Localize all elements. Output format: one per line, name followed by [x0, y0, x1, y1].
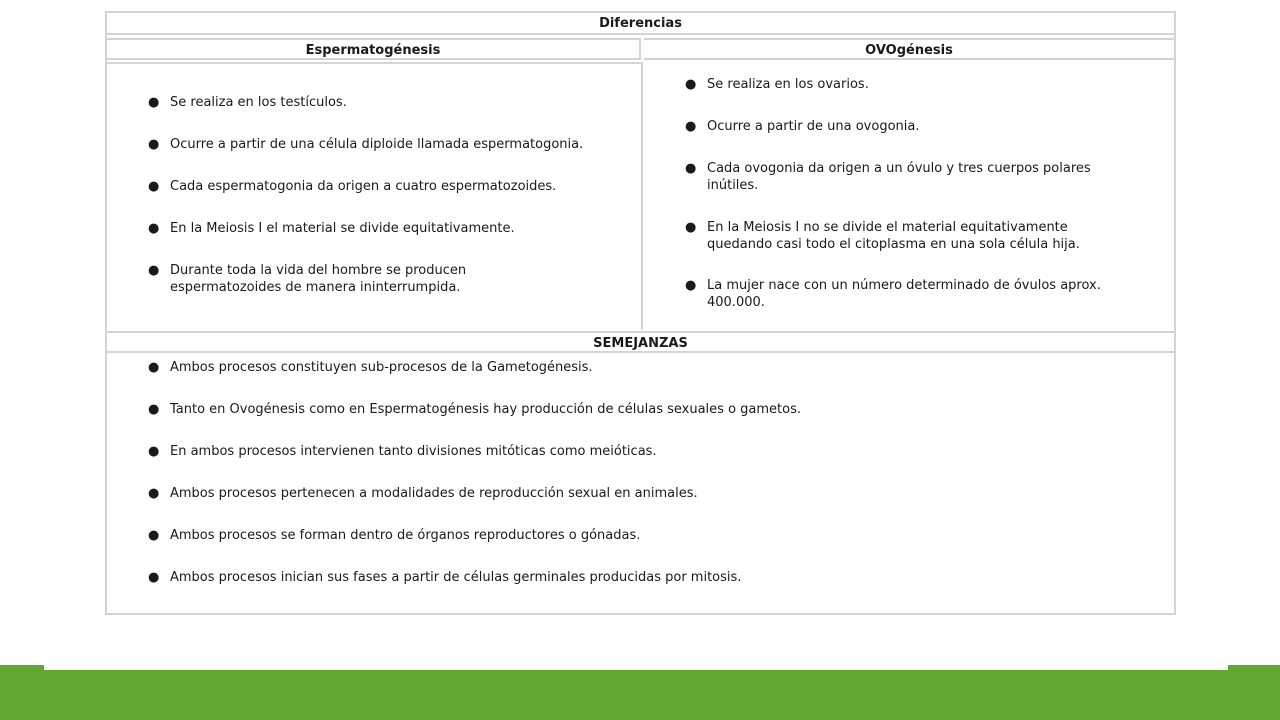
list-item: ● En la Meiosis I el material se divide equitativamente. — [148, 221, 515, 236]
list-item: ● Durante toda la vida del hombre se producen espermatozoides de manera ininterrumpida. — [148, 263, 467, 295]
column-header-espermatogenesis: Espermatogénesis — [107, 38, 641, 60]
list-item: ● Se realiza en los testículos. — [148, 95, 347, 110]
bullet-icon: ● — [685, 278, 697, 293]
bullet-icon: ● — [148, 179, 160, 194]
list-item: ● Ambos procesos pertenecen a modalidades de reproducción sexual en animales. — [148, 486, 698, 501]
bullet-icon: ● — [685, 77, 697, 92]
ovogenesis-cell — [644, 62, 1174, 330]
footer-bar — [0, 670, 1280, 720]
bullet-icon: ● — [685, 161, 697, 176]
list-item: ● En ambos procesos intervienen tanto divisiones mitóticas como meióticas. — [148, 444, 657, 459]
list-item: ● Ambos procesos inician sus fases a partir de células germinales producidas por mitosis. — [148, 570, 742, 585]
list-item: ● Ocurre a partir de una célula diploide llamada espermatogonia. — [148, 137, 584, 152]
comparison-table — [105, 11, 1176, 615]
table-title: Diferencias — [107, 13, 1174, 35]
bullet-icon: ● — [148, 95, 160, 110]
espermatogenesis-cell — [107, 62, 643, 330]
list-item: ● Tanto en Ovogénesis como en Espermatogénesis hay producción de células sexuales o gametos. — [148, 402, 801, 417]
list-item: ● Ocurre a partir de una ovogonia. — [685, 119, 920, 134]
bullet-icon: ● — [148, 444, 160, 459]
bullet-icon: ● — [148, 221, 160, 236]
list-item: ● Se realiza en los ovarios. — [685, 77, 869, 92]
list-item: ● Ambos procesos constituyen sub-procesos de la Gametogénesis. — [148, 360, 593, 375]
list-item: ● Cada espermatogonia da origen a cuatro espermatozoides. — [148, 179, 557, 194]
list-item: ● En la Meiosis I no se divide el material equitativamente quedando casi todo el citoplasma en una sola célula hija. — [685, 220, 1080, 252]
bullet-icon: ● — [148, 402, 160, 417]
bullet-icon: ● — [148, 137, 160, 152]
bullet-icon: ● — [685, 119, 697, 134]
bullet-icon: ● — [148, 360, 160, 375]
list-item: ● Ambos procesos se forman dentro de órganos reproductores o gónadas. — [148, 528, 641, 543]
similarities-header: SEMEJANZAS — [107, 331, 1174, 353]
similarities-cell — [107, 355, 1174, 613]
bullet-icon: ● — [148, 570, 160, 585]
column-header-ovogenesis: OVOgénesis — [644, 38, 1174, 60]
bullet-icon: ● — [148, 263, 160, 278]
list-item: ● Cada ovogonia da origen a un óvulo y tres cuerpos polares inútiles. — [685, 161, 1091, 193]
bullet-icon: ● — [685, 220, 697, 235]
list-item: ● La mujer nace con un número determinado de óvulos aprox. 400.000. — [685, 278, 1101, 310]
bullet-icon: ● — [148, 486, 160, 501]
bullet-icon: ● — [148, 528, 160, 543]
